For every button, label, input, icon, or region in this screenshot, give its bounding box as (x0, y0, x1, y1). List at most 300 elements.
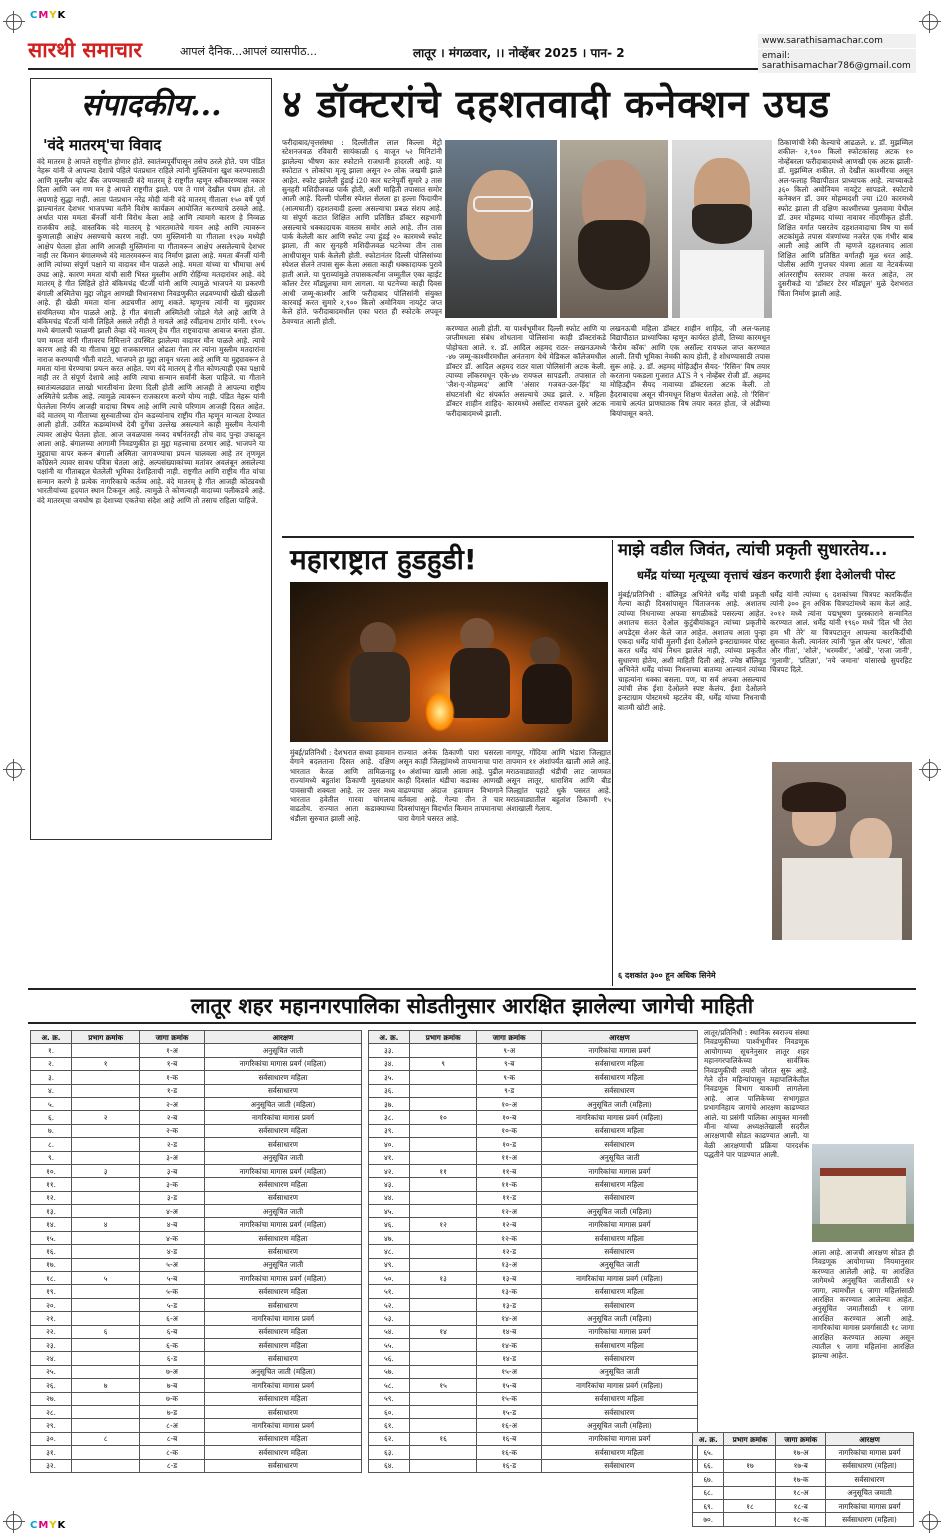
cell-seat: १२-क (477, 1231, 541, 1244)
cell-sr: १२. (31, 1191, 72, 1204)
cell-reservation: सर्वसाधारण महिला (204, 1285, 361, 1298)
table-row (31, 1097, 362, 1110)
cell-reservation: नागरिकांचा मागास प्रवर्ग (541, 1164, 697, 1177)
dharmendra-subheadline: धर्मेंद्र यांच्या मृत्यूच्या वृत्ताचं खंडन करणारी ईशा देओलची पोस्ट (636, 568, 896, 582)
cell-reservation: अनुसूचित जाती (541, 1151, 697, 1164)
cell-reservation: अनुसूचित जाती (204, 1151, 361, 1164)
cell-ward (72, 1044, 140, 1057)
table-row (31, 1231, 362, 1244)
cold-column-1: मुंबई/प्रतिनिधी : देशभरात सध्या हवामान वेगाने बदलताना दिसत आहे. दक्षिण भारतात केरळ आणि तामिळनाडू राज्यांमध्ये बहुतांश ठिकाणी मुसळधार पावसाची शक्यता आहे. तर उत्तर मध्य भारतात हवेतील गारवा चांगलाच वाढतोय. राज्यात आता कडाक्याच्या थंडीला सुरुवात झाली आहे. (290, 748, 395, 823)
table-row (369, 1365, 698, 1378)
cell-sr: ७०. (693, 1513, 724, 1526)
cell-reservation: सर्वसाधारण महिला (204, 1446, 361, 1459)
table-row (31, 1365, 362, 1378)
cell-sr: १५. (31, 1231, 72, 1244)
editorial-box (30, 78, 272, 840)
table-row (369, 1111, 698, 1124)
cell-reservation: अनुसूचित जाती (महिला) (204, 1365, 361, 1378)
cell-ward (409, 1205, 477, 1218)
cell-reservation: सर्वसाधारण (महिला) (826, 1459, 914, 1472)
cell-sr: ६६. (693, 1459, 724, 1472)
table-row (369, 1285, 698, 1298)
table-row (31, 1044, 362, 1057)
table-row (31, 1218, 362, 1231)
cell-seat: १४-क (477, 1338, 541, 1351)
cell-reservation: नागरिकांचा मागास प्रवर्ग (महिला) (541, 1111, 697, 1124)
cell-seat: ९-अ (477, 1044, 541, 1057)
cell-sr: ३७. (369, 1097, 410, 1110)
table-row (369, 1124, 698, 1137)
cell-sr: ३५. (369, 1071, 410, 1084)
cell-sr: ६७. (693, 1473, 724, 1486)
table-row (369, 1138, 698, 1151)
cell-reservation: सर्वसाधारण (204, 1459, 361, 1472)
cell-reservation: सर्वसाधारण (541, 1245, 697, 1258)
table-row (369, 1338, 698, 1351)
cell-sr: ५५. (369, 1338, 410, 1351)
cell-seat: १६-क (477, 1446, 541, 1459)
cell-ward: ८ (72, 1432, 140, 1445)
cell-reservation: सर्वसाधारण महिला (541, 1285, 697, 1298)
cell-reservation: सर्वसाधारण महिला (204, 1338, 361, 1351)
cell-seat: ३-अ (140, 1151, 205, 1164)
cell-sr: १०. (31, 1164, 72, 1177)
newspaper-logo: सारथी समाचार (28, 37, 142, 62)
table-row (369, 1071, 698, 1084)
cmyk-marker-top: CMYK (30, 10, 67, 21)
cell-sr: ३९. (369, 1124, 410, 1137)
cell-reservation: सर्वसाधारण (541, 1298, 697, 1311)
cell-seat: १६-ड (477, 1459, 541, 1472)
table-row (31, 1151, 362, 1164)
cell-seat: १२-ड (477, 1245, 541, 1258)
registration-crosshair-icon (6, 1514, 22, 1530)
table-row (369, 1097, 698, 1110)
cell-seat: १७-क (776, 1473, 826, 1486)
cell-sr: ५३. (369, 1312, 410, 1325)
cell-reservation: नागरिकांचा मागास प्रवर्ग (महिला) (541, 1379, 697, 1392)
cell-reservation: सर्वसाधारण (204, 1245, 361, 1258)
col-header-reservation: आरक्षण (826, 1433, 914, 1446)
cell-ward (409, 1071, 477, 1084)
table-row (31, 1298, 362, 1311)
cell-reservation: अनुसूचित जाती (महिला) (541, 1097, 697, 1110)
cell-ward (409, 1419, 477, 1432)
table-row (693, 1459, 914, 1472)
cell-sr: २९. (31, 1419, 72, 1432)
cell-sr: ६३. (369, 1446, 410, 1459)
cell-ward (72, 1151, 140, 1164)
col-header-sr: अ. क्र. (31, 1031, 72, 1044)
col-header-sr: अ. क्र. (693, 1433, 724, 1446)
table-row (693, 1486, 914, 1499)
cell-seat: १६-अ (477, 1419, 541, 1432)
table-row (369, 1419, 698, 1432)
cell-seat: १३-ड (477, 1298, 541, 1311)
lead-column-1: फरीदाबाद/वृत्तसंस्था : दिल्लीतील लाल किल्ला मेट्रो स्टेशनजवळ रविवारी सायंकाळी ६ वाजून ५२ मिनिटांनी झालेल्या भीषण कार स्फोटाने राजधानी हादरली आहे. या स्फोटात ९ लोकांचा मृत्यू झाला असून २० लोक जखमी झाले आहेत. स्फोट झालेली हुंडाई i20 कार घटनेपूर्वी सुमारे ३ तास सुनहरी मशिदीजवळ पार्क होती, अशी माहिती तपासात समोर आली आहे. दिल्ली पोलीस स्पेशल सेलला हा हल्ला फिदायीन (आत्मघाती) दहशतवादी हल्ला असल्याचा प्रबळ संशय आहे. या संपूर्ण कटात शिक्षित आणि प्रतिष्ठित डॉक्टर सहभागी असल्याचे धक्कादायक वास्तव समोर आले आहे. तीन तास पार्क केलेली कार आणि स्फोट ज्या हुंडई २० कारमध्ये स्फोट झाला, ती कार सुनहरी मशिदीजवळ घटनेच्या तीन तास आधीपासून पार्क केलेली होती. स्फोटानंतर दिल्ली पोलिसांच्या स्पेशल सेलने तपास सुरू केला असता काही धक्कादायक पुरावे हाती आले. या पुराव्यांमुळे तपासकर्त्यांना जम्मूतील एका व्हाईट कॉलर टेरर मॉड्यूलचा माग लागला. या घटनेच्या काही दिवस आधी जम्मू-काश्मीर आणि फरीदाबाद पोलिसांनी संयुक्त कारवाई करत सुमारे २,९०० किलो अमोनियम नायट्रेट जप्त केले होते. फरीदाबादमधील एका घरात ही स्फोटके लपवून ठेवण्यात आली होती. (282, 138, 442, 326)
cell-ward: ९ (409, 1057, 477, 1070)
cell-ward (72, 1298, 140, 1311)
esha-dharmendra-photo (772, 762, 912, 940)
cell-sr: ३४. (369, 1057, 410, 1070)
table-row (369, 1231, 698, 1244)
editorial-subheading: 'वंदे मातरम्'चा विवाद (43, 136, 162, 154)
table-row (31, 1205, 362, 1218)
cell-seat: १७-अ (776, 1446, 826, 1459)
cell-sr: ५२. (369, 1298, 410, 1311)
table-row (369, 1325, 698, 1338)
cell-seat: ८-क (140, 1446, 205, 1459)
cell-ward (72, 1365, 140, 1378)
cell-reservation: सर्वसाधारण (204, 1405, 361, 1418)
cell-seat: ४-क (140, 1231, 205, 1244)
cell-seat: १४-अ (477, 1312, 541, 1325)
table-row (369, 1446, 698, 1459)
cell-seat: ८-ब (140, 1432, 205, 1445)
cell-reservation: सर्वसाधारण (541, 1191, 697, 1204)
cell-sr: १३. (31, 1205, 72, 1218)
cell-ward (409, 1084, 477, 1097)
cell-sr: ४३. (369, 1178, 410, 1191)
cell-ward: ५ (72, 1272, 140, 1285)
cell-ward (409, 1124, 477, 1137)
cell-ward: ४ (72, 1218, 140, 1231)
cell-sr: ५०. (369, 1272, 410, 1285)
table-row (31, 1111, 362, 1124)
registration-crosshair-icon (922, 1514, 938, 1530)
table-row (369, 1298, 698, 1311)
cell-seat: १०-ब (477, 1111, 541, 1124)
table-row (31, 1392, 362, 1405)
cell-reservation: अनुसूचित जाती (महिला) (541, 1205, 697, 1218)
cell-sr: ३. (31, 1071, 72, 1084)
cell-sr: २७. (31, 1392, 72, 1405)
table-row (369, 1432, 698, 1445)
cell-reservation: सर्वसाधारण (महिला) (826, 1513, 914, 1526)
masthead (28, 34, 916, 70)
cell-ward (409, 1446, 477, 1459)
cell-reservation: नागरिकांचा मागास प्रवर्ग (826, 1499, 914, 1512)
cell-ward (409, 1138, 477, 1151)
table-row (693, 1446, 914, 1459)
cell-sr: ६४. (369, 1459, 410, 1472)
cell-reservation: सर्वसाधारण (204, 1138, 361, 1151)
cell-reservation: नागरिकांचा मागास प्रवर्ग (826, 1446, 914, 1459)
reservation-table-3 (692, 1432, 914, 1527)
col-header-seat: जागा क्रमांक (140, 1031, 205, 1044)
cell-reservation: नागरिकांचा मागास प्रवर्ग (541, 1218, 697, 1231)
cell-seat: ९-क (477, 1071, 541, 1084)
cell-reservation: नागरिकांचा मागास प्रवर्ग (महिला) (204, 1218, 361, 1231)
cell-seat: १५-क (477, 1392, 541, 1405)
table-row (31, 1245, 362, 1258)
cell-ward (72, 1231, 140, 1244)
cell-seat: ७-क (140, 1392, 205, 1405)
cell-reservation: सर्वसाधारण (826, 1473, 914, 1486)
cell-seat: १७-ब (776, 1459, 826, 1472)
cell-seat: १३-ब (477, 1272, 541, 1285)
cell-seat: ३-ड (140, 1191, 205, 1204)
cell-reservation: अनुसूचित जमाती (826, 1486, 914, 1499)
cell-seat: ११-ड (477, 1191, 541, 1204)
cell-sr: ७. (31, 1124, 72, 1137)
cell-sr: ६२. (369, 1432, 410, 1445)
cell-ward (72, 1138, 140, 1151)
cell-reservation: नागरिकांचा मागास प्रवर्ग (महिला) (204, 1272, 361, 1285)
cell-seat: १५-ब (477, 1379, 541, 1392)
cell-seat: १४-ब (477, 1325, 541, 1338)
col-header-seat: जागा क्रमांक (477, 1031, 541, 1044)
table-row (693, 1473, 914, 1486)
bonfire-photo (290, 582, 608, 742)
cell-seat: ८-ड (140, 1459, 205, 1472)
col-header-ward: प्रभाग क्रमांक (724, 1433, 776, 1446)
cell-seat: ९-ब (477, 1057, 541, 1070)
cell-ward (72, 1312, 140, 1325)
table-row (369, 1151, 698, 1164)
cell-seat: ६-क (140, 1338, 205, 1351)
cell-seat: १३-क (477, 1285, 541, 1298)
table-row (369, 1245, 698, 1258)
cell-sr: २२. (31, 1325, 72, 1338)
lead-column-3: लखनऊची महिला डॉक्टर शाहीन शाहिद, जी अल-फलाह विद्यापीठात प्राध्यापिका म्हणून कार्यरत होती, तिच्या कारमधून 'कैरोम कॉक' आणि एक असॉल्ट रायफल जप्त करण्यात आली. तिची भूमिका नेमकी काय होती, हे शोधण्यासाठी तपास सुरू आहे. ३. डॉ. अहमद मोहिउद्दीन सैयद- 'रिसिन' विष तयार करताना पकडला गुजरात ATS ने ९ नोव्हेंबर रोजी डॉ. अहमद मोहिउद्दीन सैयद नावाच्या डॉक्टरला अटक केली. तो हैदराबादचा असून चीनमधून शिक्षण घेतलेला आहे. तो 'रिसिन' नावाचे अत्यंत प्राणघातक विष तयार करत होता, जे अंडीच्या बियांपासून बनते. (610, 324, 770, 418)
table-row (369, 1392, 698, 1405)
table-row (31, 1258, 362, 1271)
table-row (31, 1379, 362, 1392)
cell-reservation: सर्वसाधारण महिला (204, 1178, 361, 1191)
cell-seat: ७-ड (140, 1405, 205, 1418)
cell-seat: ६-ड (140, 1352, 205, 1365)
table-row (369, 1379, 698, 1392)
cell-ward: ११ (409, 1164, 477, 1177)
cell-sr: ५८. (369, 1379, 410, 1392)
table-row (31, 1432, 362, 1445)
cell-ward (409, 1312, 477, 1325)
cell-reservation: सर्वसाधारण (204, 1191, 361, 1204)
dharmendra-column-2: धर्मेंद्र यांनी त्यांच्या ६ दशकांच्या चित्रपट कारकिर्दीत त्यांनी ३०० हून अधिक चित्रपटांमध्ये काम केलं आहे. २०१२ मध्ये त्यांना पद्मभूषण पुरस्काराने सन्मानित करण्यात आलं. धर्मेंद्र यांनी १९६० मध्ये 'दिल भी तेरा हम भी तेरे' या चित्रपटातून आपल्या कारकिर्दीची सुरुवात केली. त्यानंतर त्यांनी 'फूल और पत्थर', 'सीता और गीता', 'शोले', 'धरमवीर', 'आंखें', 'राजा जानी', 'गुलामी', 'प्रतिज्ञा', 'नये जमाना' यांसारखे सुपरहिट चित्रपट दिले. (770, 590, 912, 675)
cell-sr: ४. (31, 1084, 72, 1097)
cell-sr: ४६. (369, 1218, 410, 1231)
table-row (31, 1285, 362, 1298)
cell-seat: ११-अ (477, 1151, 541, 1164)
cell-seat: १३-अ (477, 1258, 541, 1271)
cell-sr: ६९. (693, 1499, 724, 1512)
cell-seat: ११-ब (477, 1164, 541, 1177)
cell-reservation: नागरिकांचा मागास प्रवर्ग (541, 1325, 697, 1338)
cell-ward (409, 1365, 477, 1378)
cell-ward: १० (409, 1111, 477, 1124)
reservation-table-1 (30, 1030, 362, 1473)
cell-sr: ६५. (693, 1446, 724, 1459)
cell-sr: ३६. (369, 1084, 410, 1097)
cell-ward (409, 1151, 477, 1164)
cell-sr: १९. (31, 1285, 72, 1298)
cell-sr: ५४. (369, 1325, 410, 1338)
cell-sr: ४९. (369, 1258, 410, 1271)
table-row (369, 1057, 698, 1070)
table-row (369, 1405, 698, 1418)
cell-reservation: सर्वसाधारण (541, 1084, 697, 1097)
cell-sr: ६. (31, 1111, 72, 1124)
cell-reservation: सर्वसाधारण (204, 1352, 361, 1365)
issue-info: लातूर । मंगळवार, ।। नोव्हेंबर 2025 । पान- 2 (413, 46, 625, 60)
lead-column-2: करण्यात आली होती. या पार्श्वभूमीवर दिल्ली स्फोट आणि या जप्तीमधला संबंध शोधताना पोलिसांना काही डॉक्टरांकडे पोहोचता आले. १. डॉ. आदिल अहमद राठर- लखनऊमध्ये -४७ जम्मू-काश्मीरमधील अनंतनाग येथे मेडिकल कॉलेजमधील डॉक्टर डॉ. आदिल अहमद राठर याला पोलिसांनी अटक केली. त्याच्या लॉकरमधून एके-४७ रायफल सापडली. तपासात तो 'जैश-ए-मोहम्मद' आणि 'अंसार गजवत-उल-हिंद' या संघटनांशी थेट संपर्कात असल्याचे उघड झाले. २. महिला डॉक्टर शाहीन शाहिद- कारमध्ये असॉल्ट रायफल दुसरे अटक फरीदाबादमध्ये झाली. (446, 324, 606, 418)
latur-article-column-2: आला आहे. आजची आरक्षण सोडत ही निवडणूक आयोगाच्या नियमानुसार करण्यात आलेली आहे. या आरक्षित जागेमध्ये अनुसूचित जातीसाठी १२ जागा, त्यामधील ६ जागा महिलांसाठी आरक्षित करण्यात आलेल्या आहेत. अनुसूचित जमातीसाठी १ जागा आरक्षित करण्यात आली आहे. नागरिकांचा मागास प्रवर्गासाठी १८ जागा आरक्षित करण्यात आल्या असून त्यातील ९ जागा महिलांना आरक्षित झाल्या आहेत. (812, 1248, 914, 1361)
cell-reservation: नागरिकांचा मागास प्रवर्ग (महिला) (204, 1164, 361, 1177)
cell-reservation: सर्वसाधारण महिला (541, 1446, 697, 1459)
cell-seat: १०-ड (477, 1138, 541, 1151)
cell-seat: १०-अ (477, 1097, 541, 1110)
cell-reservation: सर्वसाधारण महिला (204, 1392, 361, 1405)
cell-seat: २-ड (140, 1138, 205, 1151)
cell-seat: १५-ड (477, 1405, 541, 1418)
cell-reservation: नागरिकांचा मागास प्रवर्ग (204, 1312, 361, 1325)
cell-seat: ६-अ (140, 1312, 205, 1325)
cell-ward: १२ (409, 1218, 477, 1231)
table-row (369, 1205, 698, 1218)
cell-reservation: नागरिकांचा मागास प्रवर्ग (541, 1044, 697, 1057)
cmyk-marker-bottom: CMYK (30, 1520, 67, 1531)
latur-article-column-2a (812, 1028, 914, 1140)
cell-sr: ८. (31, 1138, 72, 1151)
table-row (31, 1057, 362, 1070)
table-row (31, 1312, 362, 1325)
cell-ward (72, 1446, 140, 1459)
dharmendra-column-1: मुंबई/प्रतिनिधी : बॉलिवूड अभिनेते धर्मेंद्र यांची प्रकृती गेल्या काही दिवसांपासून चिंताजनक आहे. अशातच त्यांच्या निधनाच्या अफवा सगळीकडे पसरल्या आहेत. अशातच सतत देओल कुटुंबीयांकडून त्यांच्या प्रकृतीचे अपडेट्स शेअर केले जात आहेत. अशातच आता पुन्हा एकदा धर्मेंद्र यांची मुलगी ईशा देओलने इन्स्टाग्रामवर पोस्ट करत धर्मेंद्र यांचं निधन झालेलं नाही, त्यांच्या प्रकृतीत सुधारणा होतेय, अशी माहिती दिली आहे. ज्येष्ठ बॉलिवूड अभिनेते धर्मेंद्र यांच्या निधनाच्या बातम्या आल्यानं त्यांच्या चाहत्यांना धक्का बसला. पण, या सर्व अफवा असल्याचं त्यांची लेक ईशा देओलने स्पष्ट केलंय. ईशा देओलने इन्स्टाग्राम पोस्टमध्ये म्हटलेय की, धर्मेंद्र यांच्या निधनाची बातमी खोटी आहे. (618, 590, 766, 712)
cell-seat: १०-क (477, 1124, 541, 1137)
cell-sr: ६८. (693, 1486, 724, 1499)
registration-crosshair-icon (6, 14, 22, 30)
cell-ward: १३ (409, 1272, 477, 1285)
cell-sr: ३३. (369, 1044, 410, 1057)
cell-seat: ५-अ (140, 1258, 205, 1271)
email-link[interactable]: email: sarathisamachar786@gmail.com (758, 49, 916, 73)
table-row (31, 1419, 362, 1432)
table-row (369, 1272, 698, 1285)
cell-sr: ३१. (31, 1446, 72, 1459)
cell-ward: १६ (409, 1432, 477, 1445)
cell-seat: ४-ड (140, 1245, 205, 1258)
cell-ward: १७ (724, 1459, 776, 1472)
table-row (369, 1459, 698, 1472)
lead-headline: ४ डॉक्टरांचे दहशतवादी कनेक्शन उघड (282, 82, 831, 126)
cell-reservation: सर्वसाधारण महिला (541, 1231, 697, 1244)
cell-ward: ६ (72, 1325, 140, 1338)
cold-column-2: राज्यात अनेक ठिकाणी पारा घसरला असून काही जिल्ह्यांमध्ये तापमानाचा पारा १० अंशांच्या खाली आला आहे. पुढील काही दिवसांत थंडीचा कडाका आणखी वाढण्याचा अंदाज हवामान विभागाने वर्तवला आहे. गेल्या तीन ते चार दिवसांपासून विदर्भात किमान तापमानाचा पारा वेगाने घसरत आहे. (398, 748, 503, 823)
col-header-ward: प्रभाग क्रमांक (72, 1031, 140, 1044)
editorial-body: वंदे मातरम हे आपले राष्ट्रगीत होणार होते. स्वातंत्र्यपूर्वीपासून तसेच ठरले होते. पण पंडित नेहरू यांनी जे आपल्या देशाचे पहिले पंतप्रधान राहिले त्यांनी मुस्लिमांना खुश करण्यासाठी आणि मुस्लीम व्होट बँक जपण्यासाठी वंदे मातरम् हे राष्ट्रगीत म्हणून स्वीकारण्यास नकार दिला आणि जन गण मन हे आपले राष्ट्रगीत झाले. पण ते गाणं देखील पंचम होतं. तो अग्रणाहे सुद्धा नाही. आता पंतप्रधान नरेंद्र मोदी यांनी वंदे मातरम् गीताला १५० वर्षे पूर्ण झाल्यानंतर देशभर भाजपच्या वतीने विशेष कार्यक्रम आयोजित करण्याचे ठरवले आहे. अर्थात यास ममता बॅनर्जी यांनी विरोध केला आहे आणि त्यामागे कारण हे निव्वळ राजकीय आहे. वास्तविक वंदे मातरम् हे भारतमातेचे गायन आहे आणि त्यावरून कुणालाही आक्षेप असण्याचे कारण नाही. पण मुस्लिमांनी या गीताला १९३७ मध्येही आक्षेप घेतला होता आणि आजही मुस्लिमांना या गीतावरून आक्षेप असलेल्याचे देशभर नाही तर किमान बंगालमध्ये वंदे मातरमवरून वाद निर्माण झाला आहे. ममता बॅनर्जी यांनी आणि त्यांच्या संपूर्ण पक्षाने या वादावर मौन पाळले आहे. ममता यांच्या या भीमाचा अर्थ उघड आहे. कारण ममता यांची सारी भिस्त मुस्लीम आणि रोहिंग्या मतदारांवर आहे. वंदे मातरम् हे गीत लिहिले होते बंकिमचंद्र चॅटर्जी यांनी आणि त्यामुळे भाजपने या प्रकरणी बंगाली अस्मितेचा मुद्दा जोडून आणखी विधानसभा निवडणुकीत लढवण्याची खेळी खेळली आहे. ही खेळी ममता यांना अडचणीत आणू शकते. म्हणूनच त्यांनी या मुद्द्यावर संयमितच्या मौन पाळले आहे. हे गीत बंगाली अस्मितेशी जोडले गेले आहे आणि ते बंकिमचंद्र चॅटर्जी यांनी लिहिले असले तरीही ते गायले आहे रवींद्रनाथ टागोर यांनी. १९०५ मध्ये बंगालची फाळणी झाली तेव्हा वंदे मातरम् हेच गीत राष्ट्रवादाचा आवाज बनला होता. पण ममता यांनी गीतावरच निमित्ताने उपस्थित झालेल्या वादावर मौन पाळले आहे. त्याचे कारण आहे की या गीताचा मुद्दा राजकारणात ओढला गेला तर त्यांना मुस्लीम मतदारांना नाराज करण्याची भीती वाटते. भाजपने हा मुद्दा लावून धरला आहे आणि या मुद्द्यावरून ते ममता यांना घेरण्याचा प्रयत्न करत आहेत. पण वंदे मातरम् हे गीत कोणत्याही एका पक्षाचे नाही तर ते संपूर्ण देशाचे आहे आणि त्याचा सन्मान सर्वांनी केला पाहिजे. या गीताने स्वातंत्र्यलढ्यात लाखो भारतीयांना प्रेरणा दिली होती आणि आजही ते आपल्या राष्ट्रीय अस्मितेचे प्रतीक आहे. त्यामुळे त्यावरून राजकारण करणे योग्य नाही. पंडित नेहरू यांनी घेतलेला निर्णय आजही वादाचा विषय आहे आणि त्याचे परिणाम आजही दिसत आहेत. वंदे मातरम् या गीताच्या सुरुवातीच्या दोन कडव्यांनाच राष्ट्रीय गीत म्हणून मान्यता देण्यात आली होती. उर्वरित कडव्यांमध्ये देवी दुर्गेचा उल्लेख असल्याने काही मुस्लीम नेत्यांनी त्यावर आक्षेप घेतला होता. आज जवळपास नव्वद वर्षांनंतरही तोच वाद पुन्हा उफाळून आला आहे. बंगालच्या आगामी निवडणुकीत हा मुद्दा महत्त्वाचा ठरणार आहे. भाजपने या मुद्द्याचा वापर करून बंगाली अस्मिता जागवण्याचा प्रयत्न चालवला आहे तर तृणमूल काँग्रेसने त्यावर सावध पवित्रा घेतला आहे. अल्पसंख्याकांच्या मतांवर अवलंबून असलेल्या पक्षांनी या गीताबद्दल घेतलेली भूमिका देशहिताची नाही. राष्ट्रगीत आणि राष्ट्रीय गीत यांचा सन्मान करणे हे प्रत्येक नागरिकाचे कर्तव्य आहे. वंदे मातरम् हे गीत आजही कोट्यवधी भारतीयांच्या हृदयात स्थान टिकवून आहे. त्यामुळे ते कोणत्याही वादाच्या पलीकडचे आहे. वंदे मातरम्‌चा जयघोष हा देशाच्या एकतेचा संदेश आहे आणि तो तसाच राहिला पाहिजे. (37, 157, 265, 505)
cell-sr: २३. (31, 1338, 72, 1351)
table-row (369, 1084, 698, 1097)
cell-reservation: सर्वसाधारण (204, 1084, 361, 1097)
reservation-table-2 (368, 1030, 698, 1473)
cell-seat: १८-अ (776, 1486, 826, 1499)
table-row (369, 1044, 698, 1057)
table-row (31, 1405, 362, 1418)
cell-seat: १८-ब (776, 1499, 826, 1512)
cell-ward (72, 1405, 140, 1418)
cell-sr: २५. (31, 1365, 72, 1378)
cell-ward (409, 1191, 477, 1204)
table-row (369, 1164, 698, 1177)
col-header-seat: जागा क्रमांक (776, 1433, 826, 1446)
cell-ward (724, 1513, 776, 1526)
cell-ward (72, 1178, 140, 1191)
cell-seat: १६-ब (477, 1432, 541, 1445)
cell-ward (409, 1338, 477, 1351)
cell-reservation: सर्वसाधारण महिला (204, 1231, 361, 1244)
cell-seat: १२-ब (477, 1218, 541, 1231)
cell-seat: १-क (140, 1071, 205, 1084)
cell-ward (72, 1205, 140, 1218)
website-link[interactable]: www.sarathisamachar.com (758, 34, 916, 48)
cell-reservation: सर्वसाधारण महिला (204, 1071, 361, 1084)
table-row (369, 1218, 698, 1231)
cell-seat: ५-क (140, 1285, 205, 1298)
cell-sr: ९. (31, 1151, 72, 1164)
cell-seat: ७-ब (140, 1379, 205, 1392)
cell-sr: ६१. (369, 1419, 410, 1432)
cell-reservation: अनुसूचित जाती (204, 1044, 361, 1057)
table-row (31, 1325, 362, 1338)
cell-reservation: नागरिकांचा मागास प्रवर्ग (महिला) (204, 1057, 361, 1070)
cell-ward (72, 1071, 140, 1084)
cell-ward (72, 1245, 140, 1258)
cell-ward: १८ (724, 1499, 776, 1512)
cell-reservation: सर्वसाधारण महिला (204, 1124, 361, 1137)
cell-ward (409, 1178, 477, 1191)
dharmendra-headline: माझे वडील जिवंत, त्यांची प्रकृती सुधारतेय... (618, 540, 888, 559)
cell-reservation: सर्वसाधारण महिला (541, 1124, 697, 1137)
cell-ward (409, 1298, 477, 1311)
cell-ward (409, 1459, 477, 1472)
cell-sr: १६. (31, 1245, 72, 1258)
dharmendra-footer: ६ दशकांत ३०० हून अधिक सिनेमे (618, 971, 716, 980)
cell-seat: ९-ड (477, 1084, 541, 1097)
cell-ward (409, 1392, 477, 1405)
cell-sr: ५१. (369, 1285, 410, 1298)
suspect-photo-3 (672, 140, 772, 318)
suspect-photo-2 (560, 140, 668, 318)
table-row (31, 1178, 362, 1191)
cell-reservation: अनुसूचित जाती (541, 1365, 697, 1378)
col-header-sr: अ. क्र. (369, 1031, 410, 1044)
latur-article-column-1: लातूर/प्रतिनिधी : स्थानिक स्वराज्य संस्था निवडणुकीच्या पार्श्वभूमीवर निवडणूक आयोगाच्या सूचनेनुसार लातूर शहर महानगरपालिकेच्या सार्वत्रिक निवडणुकीची तयारी जोरात सुरू आहे. गेले दोन महिन्यांपासून महापालिकेतील निवडणूक विभाग याकामी लागलेला आहे. आज पालिकेच्या सभागृहात प्रभागनिहाय जागांचे आरक्षण काढण्यात आले. या प्रसंगी पालिका आयुक्त मानसी मीना यांच्या अध्यक्षतेखाली सदरील आरक्षणाची सोडत काढण्यात आली. या वेळी आरक्षणाची प्रक्रिया पारदर्शक पद्धतीने पार पाडण्यात आली. (704, 1028, 809, 1160)
municipal-building-photo (812, 1144, 914, 1242)
table-row (369, 1178, 698, 1191)
cell-sr: ४८. (369, 1245, 410, 1258)
registration-crosshair-icon (6, 762, 22, 778)
cell-reservation: नागरिकांचा मागास प्रवर्ग (541, 1432, 697, 1445)
reservation-headline: लातूर शहर महानगरपालिका सोडतीनुसार आरक्षित झालेल्या जागेची माहिती (28, 988, 916, 1024)
cell-seat: १८-क (776, 1513, 826, 1526)
cell-sr: २८. (31, 1405, 72, 1418)
cell-seat: ५-ब (140, 1272, 205, 1285)
registration-crosshair-icon (922, 14, 938, 30)
cell-reservation: अनुसूचित जाती (महिला) (204, 1097, 361, 1110)
table-row (369, 1258, 698, 1271)
cell-ward (724, 1446, 776, 1459)
col-header-reservation: आरक्षण (204, 1031, 361, 1044)
cell-ward (72, 1392, 140, 1405)
cell-ward (724, 1473, 776, 1486)
cell-reservation: सर्वसाधारण महिला (541, 1338, 697, 1351)
cell-ward (72, 1258, 140, 1271)
cell-reservation: सर्वसाधारण महिला (541, 1392, 697, 1405)
table-row (31, 1272, 362, 1285)
cell-sr: ३०. (31, 1432, 72, 1445)
cell-reservation: नागरिकांचा मागास प्रवर्ग (204, 1419, 361, 1432)
